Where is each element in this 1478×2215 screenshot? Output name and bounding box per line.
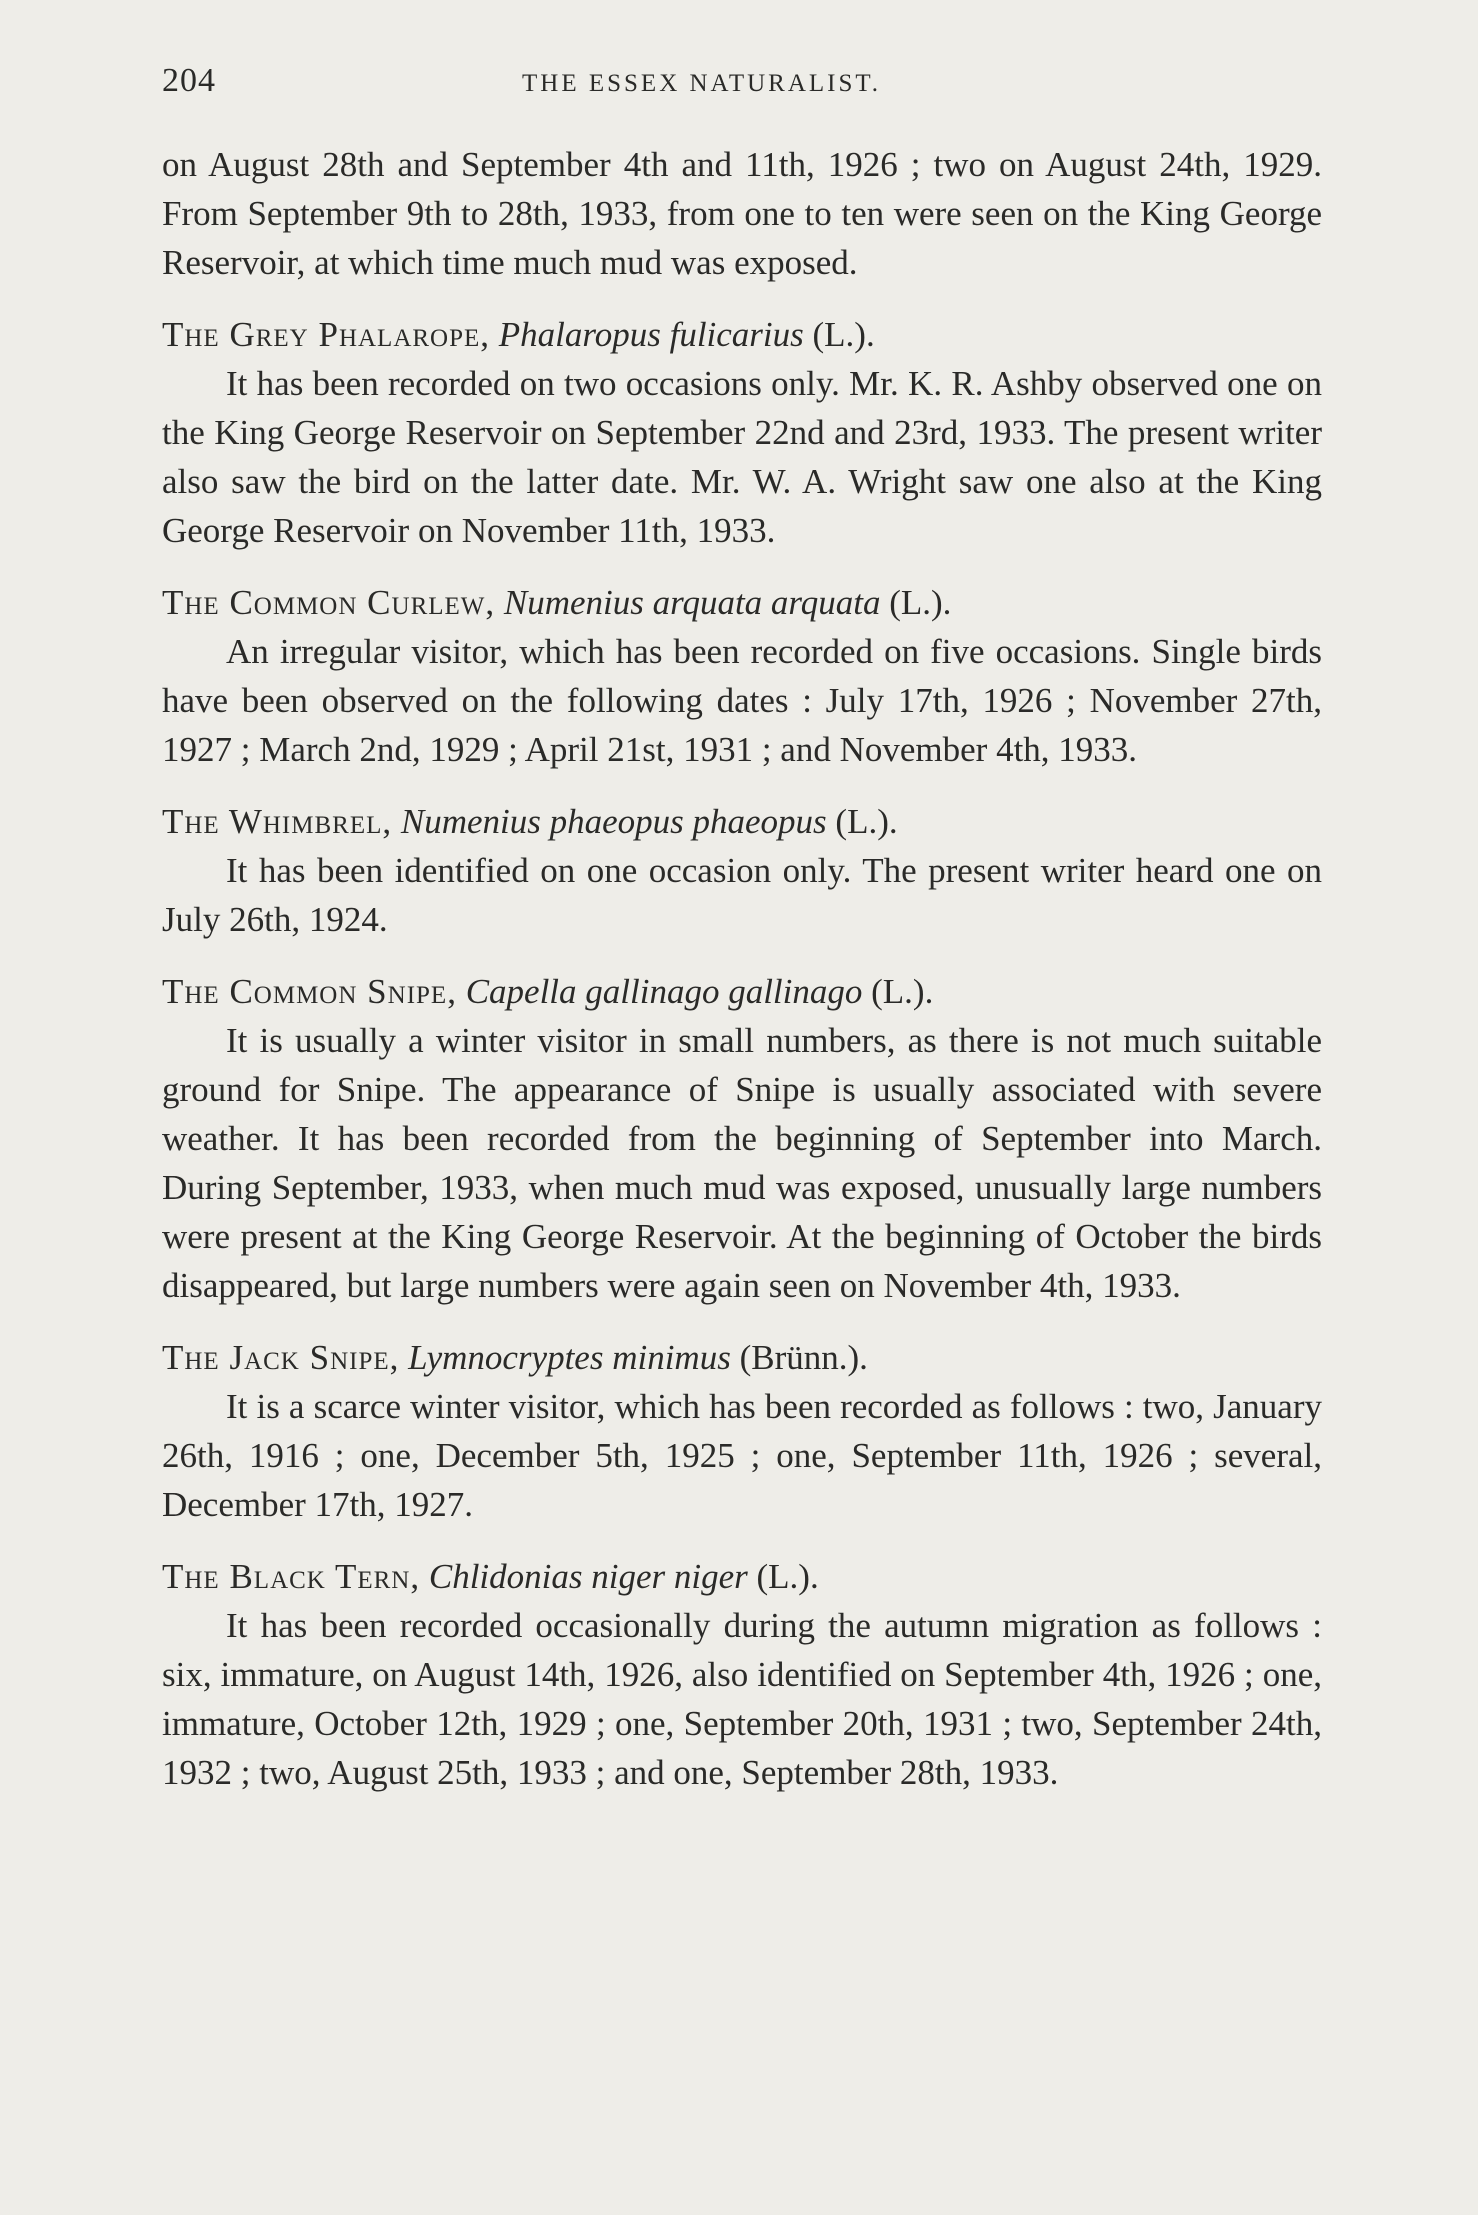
species-description: It has been recorded occasionally during the autumn migration as follows : six, immature, on August 14th, 1926, also identified on September 4th, 1926 ; one, immature, October 12th, 1929 ; one, September 20th, 1931 ; two, September 24th, 1932 ; two, August 25th, 1933 ; and one, September 28th, 1933. (162, 1606, 1322, 1792)
species-heading (162, 578, 1322, 627)
species-entry-whimbrel (162, 797, 1322, 944)
common-name: The Whimbrel, (162, 802, 393, 841)
common-name: The Grey Phalarope, (162, 315, 491, 354)
species-heading (162, 797, 1322, 846)
running-title: THE ESSEX NATURALIST. (522, 70, 882, 97)
common-name: The Jack Snipe, (162, 1338, 400, 1377)
common-name: The Common Curlew, (162, 583, 496, 622)
species-entry-jack-snipe (162, 1333, 1322, 1529)
common-name: The Common Snipe, (162, 972, 457, 1011)
latin-name: Lymnocryptes minimus (408, 1338, 731, 1377)
authority: (L.). (871, 972, 934, 1011)
species-entry-black-tern (162, 1552, 1322, 1797)
species-description: It has been recorded on two occasions only. Mr. K. R. Ashby observed one on the King George Reservoir on September 22nd and 23rd, 1933. The present writer also saw the bird on the latter date. Mr. W. A. Wright saw one also at the King George Reservoir on November 11th, 1933. (162, 364, 1322, 550)
latin-name: Capella gallinago gallinago (465, 972, 863, 1011)
latin-name: Numenius arquata arquata (503, 583, 881, 622)
species-description: An irregular visitor, which has been recorded on five occasions. Single birds have been observed on the following dates : July 17th, 1926 ; November 27th, 1927 ; March 2nd, 1929 ; April 21st, 1931 ; and November 4th, 1933. (162, 632, 1322, 769)
authority: (L.). (835, 802, 898, 841)
species-entry-grey-phalarope (162, 310, 1322, 555)
species-heading (162, 310, 1322, 359)
authority: (L.). (889, 583, 952, 622)
page-number: 204 (162, 62, 216, 99)
species-heading (162, 1552, 1322, 1601)
authority: (Brünn.). (739, 1338, 868, 1377)
authority: (L.). (756, 1557, 819, 1596)
body-text (162, 140, 1322, 1797)
latin-name: Chlidonias niger niger (428, 1557, 748, 1596)
species-entry-common-curlew (162, 578, 1322, 774)
species-heading (162, 967, 1322, 1016)
species-description: It has been identified on one occasion only. The present writer heard one on July 26th, 1924. (162, 851, 1322, 939)
intro-paragraph: on August 28th and September 4th and 11th, 1926 ; two on August 24th, 1929. From September 9th to 28th, 1933, from one to ten were seen on the King George Reservoir, at which time much mud was exposed. (162, 145, 1322, 282)
authority: (L.). (812, 315, 875, 354)
species-description: It is usually a winter visitor in small numbers, as there is not much suitable ground for Snipe. The appearance of Snipe is usually associated with severe weather. It has been recorded from the beginning of September into March. During September, 1933, when much mud was exposed, unusually large numbers were present at the King George Reservoir. At the beginning of October the birds disappeared, but large numbers were again seen on November 4th, 1933. (162, 1021, 1322, 1305)
species-entry-common-snipe (162, 967, 1322, 1310)
latin-name: Phalaropus fulicarius (498, 315, 804, 354)
page-header (162, 62, 1322, 112)
latin-name: Numenius phaeopus phaeopus (400, 802, 827, 841)
species-heading (162, 1333, 1322, 1382)
species-description: It is a scarce winter visitor, which has been recorded as follows : two, January 26th, 1916 ; one, December 5th, 1925 ; one, September 11th, 1926 ; several, December 17th, 1927. (162, 1387, 1322, 1524)
common-name: The Black Tern, (162, 1557, 421, 1596)
